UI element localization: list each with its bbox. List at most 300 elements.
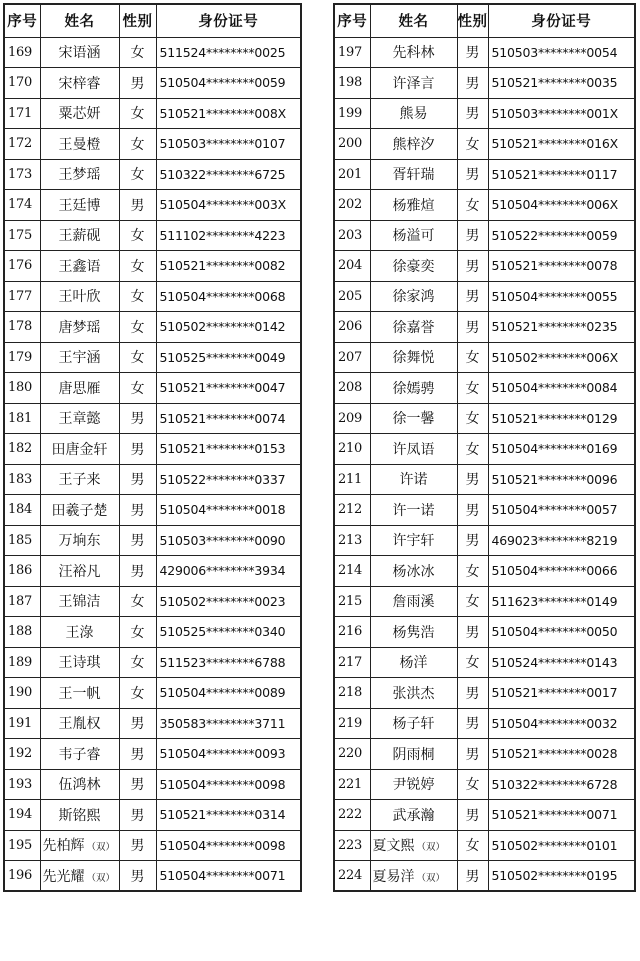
row-name [370, 708, 457, 739]
row-gender: 男 [457, 159, 488, 190]
row-gender: 女 [119, 678, 156, 709]
table-row [4, 403, 301, 434]
header-name: 姓名 [40, 4, 119, 37]
row-gender: 女 [457, 342, 488, 373]
row-id-number: 510504********0098 [156, 830, 301, 861]
row-name-text: 伍鸿林 [58, 777, 101, 794]
row-gender: 男 [457, 708, 488, 739]
row-name-note: （双） [86, 842, 116, 854]
row-name [370, 434, 457, 465]
row-name-text: 徐一馨 [392, 411, 435, 428]
row-name [40, 769, 119, 800]
row-name [370, 464, 457, 495]
row-id-number: 510521********0017 [488, 678, 635, 709]
header-id: 身份证号 [156, 4, 301, 37]
row-gender: 男 [119, 68, 156, 99]
row-name-note: （双） [416, 842, 446, 854]
row-gender: 男 [119, 434, 156, 465]
roster-table-left [3, 3, 302, 892]
row-name-text: 先柏辉 [42, 838, 85, 855]
row-id-number: 510322********6725 [156, 159, 301, 190]
row-name-text: 王锦洁 [58, 594, 101, 611]
row-seq: 194 [4, 800, 40, 831]
row-gender: 女 [119, 251, 156, 282]
row-name [370, 251, 457, 282]
row-name [40, 68, 119, 99]
row-name-text: 粟芯妍 [58, 106, 101, 123]
row-id-number: 510521********008X [156, 98, 301, 129]
row-gender: 男 [457, 464, 488, 495]
roster-body-right [334, 37, 635, 891]
row-name-text: 王薪砚 [58, 228, 101, 245]
row-id-number: 510522********0059 [488, 220, 635, 251]
row-id-number: 510522********0337 [156, 464, 301, 495]
row-gender: 男 [457, 525, 488, 556]
row-gender: 男 [457, 251, 488, 282]
row-id-number: 510521********0071 [488, 800, 635, 831]
row-name-text: 王宇涵 [58, 350, 101, 367]
row-seq: 190 [4, 678, 40, 709]
row-gender: 女 [119, 37, 156, 68]
row-gender: 女 [457, 830, 488, 861]
table-row [4, 800, 301, 831]
row-gender: 男 [457, 37, 488, 68]
row-name-text: 韦子睿 [58, 746, 101, 763]
row-name-text: 王一帆 [58, 685, 101, 702]
row-name-text: 杨溢可 [392, 228, 435, 245]
row-name [370, 769, 457, 800]
row-seq: 216 [334, 617, 370, 648]
row-id-number: 510322********6728 [488, 769, 635, 800]
row-name [370, 342, 457, 373]
row-name [40, 464, 119, 495]
row-id-number: 510504********0018 [156, 495, 301, 526]
row-name-note: （双） [416, 872, 446, 884]
row-id-number: 510521********0047 [156, 373, 301, 404]
row-gender: 男 [119, 525, 156, 556]
row-name-text: 阴雨桐 [392, 746, 435, 763]
row-gender: 女 [457, 434, 488, 465]
row-id-number: 510521********0314 [156, 800, 301, 831]
table-row [4, 556, 301, 587]
row-seq: 200 [334, 129, 370, 160]
row-seq: 172 [4, 129, 40, 160]
table-row [4, 525, 301, 556]
row-name-text: 万垧东 [58, 533, 101, 550]
table-row [4, 68, 301, 99]
row-id-number: 429006********3934 [156, 556, 301, 587]
row-name-text: 夏易洋 [372, 868, 415, 885]
roster-table-right [333, 3, 636, 892]
row-gender: 男 [119, 556, 156, 587]
header-row [4, 4, 301, 37]
header-name: 姓名 [370, 4, 457, 37]
row-name-text: 夏文熙 [372, 838, 415, 855]
table-row [334, 678, 635, 709]
row-name-text: 徐舞悦 [392, 350, 435, 367]
row-seq: 220 [334, 739, 370, 770]
row-id-number: 510504********0169 [488, 434, 635, 465]
row-gender: 男 [119, 708, 156, 739]
row-name [370, 373, 457, 404]
row-name-text: 宋梓睿 [58, 75, 101, 92]
table-row [334, 434, 635, 465]
table-row [4, 830, 301, 861]
row-id-number: 510521********016X [488, 129, 635, 160]
row-name-text: 杨冰冰 [392, 563, 435, 580]
row-id-number: 510521********0028 [488, 739, 635, 770]
row-name-text: 王淥 [65, 624, 94, 641]
row-name [40, 98, 119, 129]
row-seq: 179 [4, 342, 40, 373]
row-name-text: 王叶欣 [58, 289, 101, 306]
row-seq: 213 [334, 525, 370, 556]
row-seq: 186 [4, 556, 40, 587]
row-id-number: 510504********0084 [488, 373, 635, 404]
row-name [40, 129, 119, 160]
row-name [370, 739, 457, 770]
table-row [4, 617, 301, 648]
table-row [334, 861, 635, 892]
row-name [370, 37, 457, 68]
row-name [370, 312, 457, 343]
row-id-number: 510504********0066 [488, 556, 635, 587]
table-row [334, 312, 635, 343]
row-seq: 187 [4, 586, 40, 617]
row-name-text: 田羲子楚 [51, 502, 108, 519]
table-row [334, 464, 635, 495]
row-id-number: 510504********0071 [156, 861, 301, 892]
row-gender: 男 [457, 495, 488, 526]
table-row [4, 190, 301, 221]
row-id-number: 510504********0093 [156, 739, 301, 770]
row-name [40, 495, 119, 526]
row-seq: 210 [334, 434, 370, 465]
row-seq: 191 [4, 708, 40, 739]
row-gender: 男 [119, 495, 156, 526]
row-name-text: 王胤权 [58, 716, 101, 733]
row-id-number: 510502********0101 [488, 830, 635, 861]
row-seq: 169 [4, 37, 40, 68]
row-id-number: 510502********0195 [488, 861, 635, 892]
table-row [4, 312, 301, 343]
row-name [370, 159, 457, 190]
table-row [334, 830, 635, 861]
row-id-number: 510521********0129 [488, 403, 635, 434]
row-name [40, 556, 119, 587]
row-id-number: 510502********0023 [156, 586, 301, 617]
row-id-number: 510521********0117 [488, 159, 635, 190]
row-name-text: 胥轩瑞 [392, 167, 435, 184]
row-name [370, 220, 457, 251]
table-row [334, 495, 635, 526]
row-name [40, 647, 119, 678]
table-row [4, 159, 301, 190]
row-seq: 182 [4, 434, 40, 465]
row-id-number: 510521********0153 [156, 434, 301, 465]
row-name [370, 617, 457, 648]
row-name [370, 495, 457, 526]
row-seq: 222 [334, 800, 370, 831]
row-name-text: 杨隽浩 [392, 624, 435, 641]
row-seq: 209 [334, 403, 370, 434]
table-row [334, 251, 635, 282]
row-seq: 206 [334, 312, 370, 343]
row-gender: 女 [119, 342, 156, 373]
row-gender: 男 [457, 678, 488, 709]
row-gender: 女 [457, 769, 488, 800]
row-name [40, 342, 119, 373]
row-id-number: 510504********006X [488, 190, 635, 221]
row-gender: 女 [119, 312, 156, 343]
row-name-text: 张洪杰 [392, 685, 435, 702]
table-row [334, 403, 635, 434]
row-name-text: 徐家鸿 [392, 289, 435, 306]
row-name-text: 许宇轩 [392, 533, 435, 550]
table-row [4, 342, 301, 373]
row-name [370, 68, 457, 99]
table-row [334, 739, 635, 770]
row-id-number: 510504********0050 [488, 617, 635, 648]
row-seq: 218 [334, 678, 370, 709]
row-seq: 183 [4, 464, 40, 495]
row-gender: 女 [119, 220, 156, 251]
row-name [40, 861, 119, 892]
row-seq: 173 [4, 159, 40, 190]
row-id-number: 511524********0025 [156, 37, 301, 68]
row-gender: 男 [457, 312, 488, 343]
header-gender: 性别 [119, 4, 156, 37]
table-row [4, 678, 301, 709]
row-id-number: 510502********006X [488, 342, 635, 373]
row-name [370, 98, 457, 129]
roster-body-left [4, 37, 301, 891]
row-id-number: 510521********0074 [156, 403, 301, 434]
row-seq: 207 [334, 342, 370, 373]
row-name [40, 220, 119, 251]
row-gender: 女 [119, 617, 156, 648]
row-name [40, 434, 119, 465]
row-gender: 男 [119, 769, 156, 800]
row-gender: 女 [119, 98, 156, 129]
table-row [4, 769, 301, 800]
row-name [370, 830, 457, 861]
table-row [334, 281, 635, 312]
row-name [40, 678, 119, 709]
table-row [4, 464, 301, 495]
row-name [370, 586, 457, 617]
table-row [334, 708, 635, 739]
table-row [334, 342, 635, 373]
row-seq: 197 [334, 37, 370, 68]
table-row [4, 37, 301, 68]
row-gender: 男 [457, 98, 488, 129]
row-name-text: 熊易 [399, 106, 428, 123]
row-gender: 男 [119, 190, 156, 221]
row-name-text: 尹锐婷 [392, 777, 435, 794]
row-name-text: 唐思雁 [58, 380, 101, 397]
row-gender: 女 [119, 281, 156, 312]
row-name [40, 830, 119, 861]
row-id-number: 510503********0090 [156, 525, 301, 556]
row-seq: 221 [334, 769, 370, 800]
row-gender: 女 [457, 129, 488, 160]
row-name [370, 647, 457, 678]
row-id-number: 510503********0107 [156, 129, 301, 160]
row-seq: 223 [334, 830, 370, 861]
row-name-text: 徐嘉誉 [392, 319, 435, 336]
row-id-number: 510504********003X [156, 190, 301, 221]
row-gender: 女 [119, 373, 156, 404]
table-row [334, 800, 635, 831]
row-name [40, 159, 119, 190]
row-name-text: 詹雨溪 [392, 594, 435, 611]
row-gender: 男 [119, 464, 156, 495]
row-seq: 199 [334, 98, 370, 129]
table-row [4, 434, 301, 465]
row-id-number: 510521********0078 [488, 251, 635, 282]
row-gender: 男 [457, 800, 488, 831]
row-gender: 女 [457, 403, 488, 434]
row-gender: 男 [119, 403, 156, 434]
row-seq: 192 [4, 739, 40, 770]
row-seq: 212 [334, 495, 370, 526]
row-id-number: 510521********0035 [488, 68, 635, 99]
row-name [370, 281, 457, 312]
row-gender: 男 [119, 739, 156, 770]
row-name-text: 斯铭熙 [58, 807, 101, 824]
row-name [370, 525, 457, 556]
table-row [4, 129, 301, 160]
row-name [370, 678, 457, 709]
row-name [370, 556, 457, 587]
table-row [334, 586, 635, 617]
row-name [370, 129, 457, 160]
row-seq: 175 [4, 220, 40, 251]
row-seq: 184 [4, 495, 40, 526]
row-name-text: 田唐金轩 [51, 441, 108, 458]
row-id-number: 510504********0089 [156, 678, 301, 709]
row-name-text: 杨洋 [399, 655, 428, 672]
row-gender: 男 [457, 68, 488, 99]
row-gender: 女 [457, 586, 488, 617]
row-id-number: 469023********8219 [488, 525, 635, 556]
row-gender: 男 [119, 830, 156, 861]
row-seq: 170 [4, 68, 40, 99]
row-name-text: 王鑫语 [58, 258, 101, 275]
row-seq: 214 [334, 556, 370, 587]
row-gender: 女 [457, 556, 488, 587]
row-name-text: 王廷博 [58, 197, 101, 214]
row-gender: 男 [119, 800, 156, 831]
row-name [370, 403, 457, 434]
row-id-number: 510521********0235 [488, 312, 635, 343]
row-seq: 176 [4, 251, 40, 282]
row-name [40, 586, 119, 617]
row-name-text: 王梦瑶 [58, 167, 101, 184]
row-gender: 女 [457, 373, 488, 404]
table-row [4, 861, 301, 892]
header-gender: 性别 [457, 4, 488, 37]
row-id-number: 510504********0032 [488, 708, 635, 739]
row-id-number: 510521********0082 [156, 251, 301, 282]
row-id-number: 510524********0143 [488, 647, 635, 678]
row-gender: 男 [457, 617, 488, 648]
row-name-text: 许泽言 [392, 75, 435, 92]
row-name-text: 王子来 [58, 472, 101, 489]
row-seq: 177 [4, 281, 40, 312]
row-id-number: 350583********3711 [156, 708, 301, 739]
row-name-text: 徐嫣骋 [392, 380, 435, 397]
row-name [40, 190, 119, 221]
row-seq: 180 [4, 373, 40, 404]
header-seq: 序号 [4, 4, 40, 37]
row-id-number: 510503********0054 [488, 37, 635, 68]
table-row [4, 586, 301, 617]
row-name [40, 403, 119, 434]
row-seq: 196 [4, 861, 40, 892]
row-name [370, 861, 457, 892]
row-seq: 181 [4, 403, 40, 434]
row-id-number: 511623********0149 [488, 586, 635, 617]
row-seq: 211 [334, 464, 370, 495]
row-name [370, 800, 457, 831]
row-id-number: 510525********0340 [156, 617, 301, 648]
row-name-text: 宋语涵 [58, 45, 101, 62]
table-row [334, 159, 635, 190]
row-seq: 174 [4, 190, 40, 221]
row-name-note: （双） [86, 872, 116, 884]
table-row [4, 281, 301, 312]
row-name-text: 许诺 [399, 472, 428, 489]
row-gender: 女 [119, 129, 156, 160]
row-seq: 185 [4, 525, 40, 556]
row-seq: 195 [4, 830, 40, 861]
table-row [334, 617, 635, 648]
row-id-number: 510525********0049 [156, 342, 301, 373]
row-name-text: 熊梓汐 [392, 136, 435, 153]
row-id-number: 510504********0059 [156, 68, 301, 99]
row-gender: 女 [119, 159, 156, 190]
row-name-text: 杨子轩 [392, 716, 435, 733]
row-id-number: 510502********0142 [156, 312, 301, 343]
row-gender: 男 [457, 861, 488, 892]
row-name [40, 281, 119, 312]
header-row [334, 4, 635, 37]
row-seq: 208 [334, 373, 370, 404]
row-id-number: 510504********0098 [156, 769, 301, 800]
row-name [40, 525, 119, 556]
table-row [4, 739, 301, 770]
row-seq: 205 [334, 281, 370, 312]
row-seq: 171 [4, 98, 40, 129]
row-seq: 219 [334, 708, 370, 739]
row-gender: 男 [457, 220, 488, 251]
row-name-text: 武承瀚 [392, 807, 435, 824]
row-name [40, 739, 119, 770]
row-name-text: 王诗琪 [58, 655, 101, 672]
table-row [334, 190, 635, 221]
table-row [4, 251, 301, 282]
row-gender: 男 [457, 281, 488, 312]
row-seq: 204 [334, 251, 370, 282]
row-seq: 198 [334, 68, 370, 99]
header-id: 身份证号 [488, 4, 635, 37]
header-seq: 序号 [334, 4, 370, 37]
row-name-text: 许凤语 [392, 441, 435, 458]
row-seq: 224 [334, 861, 370, 892]
row-name [40, 37, 119, 68]
